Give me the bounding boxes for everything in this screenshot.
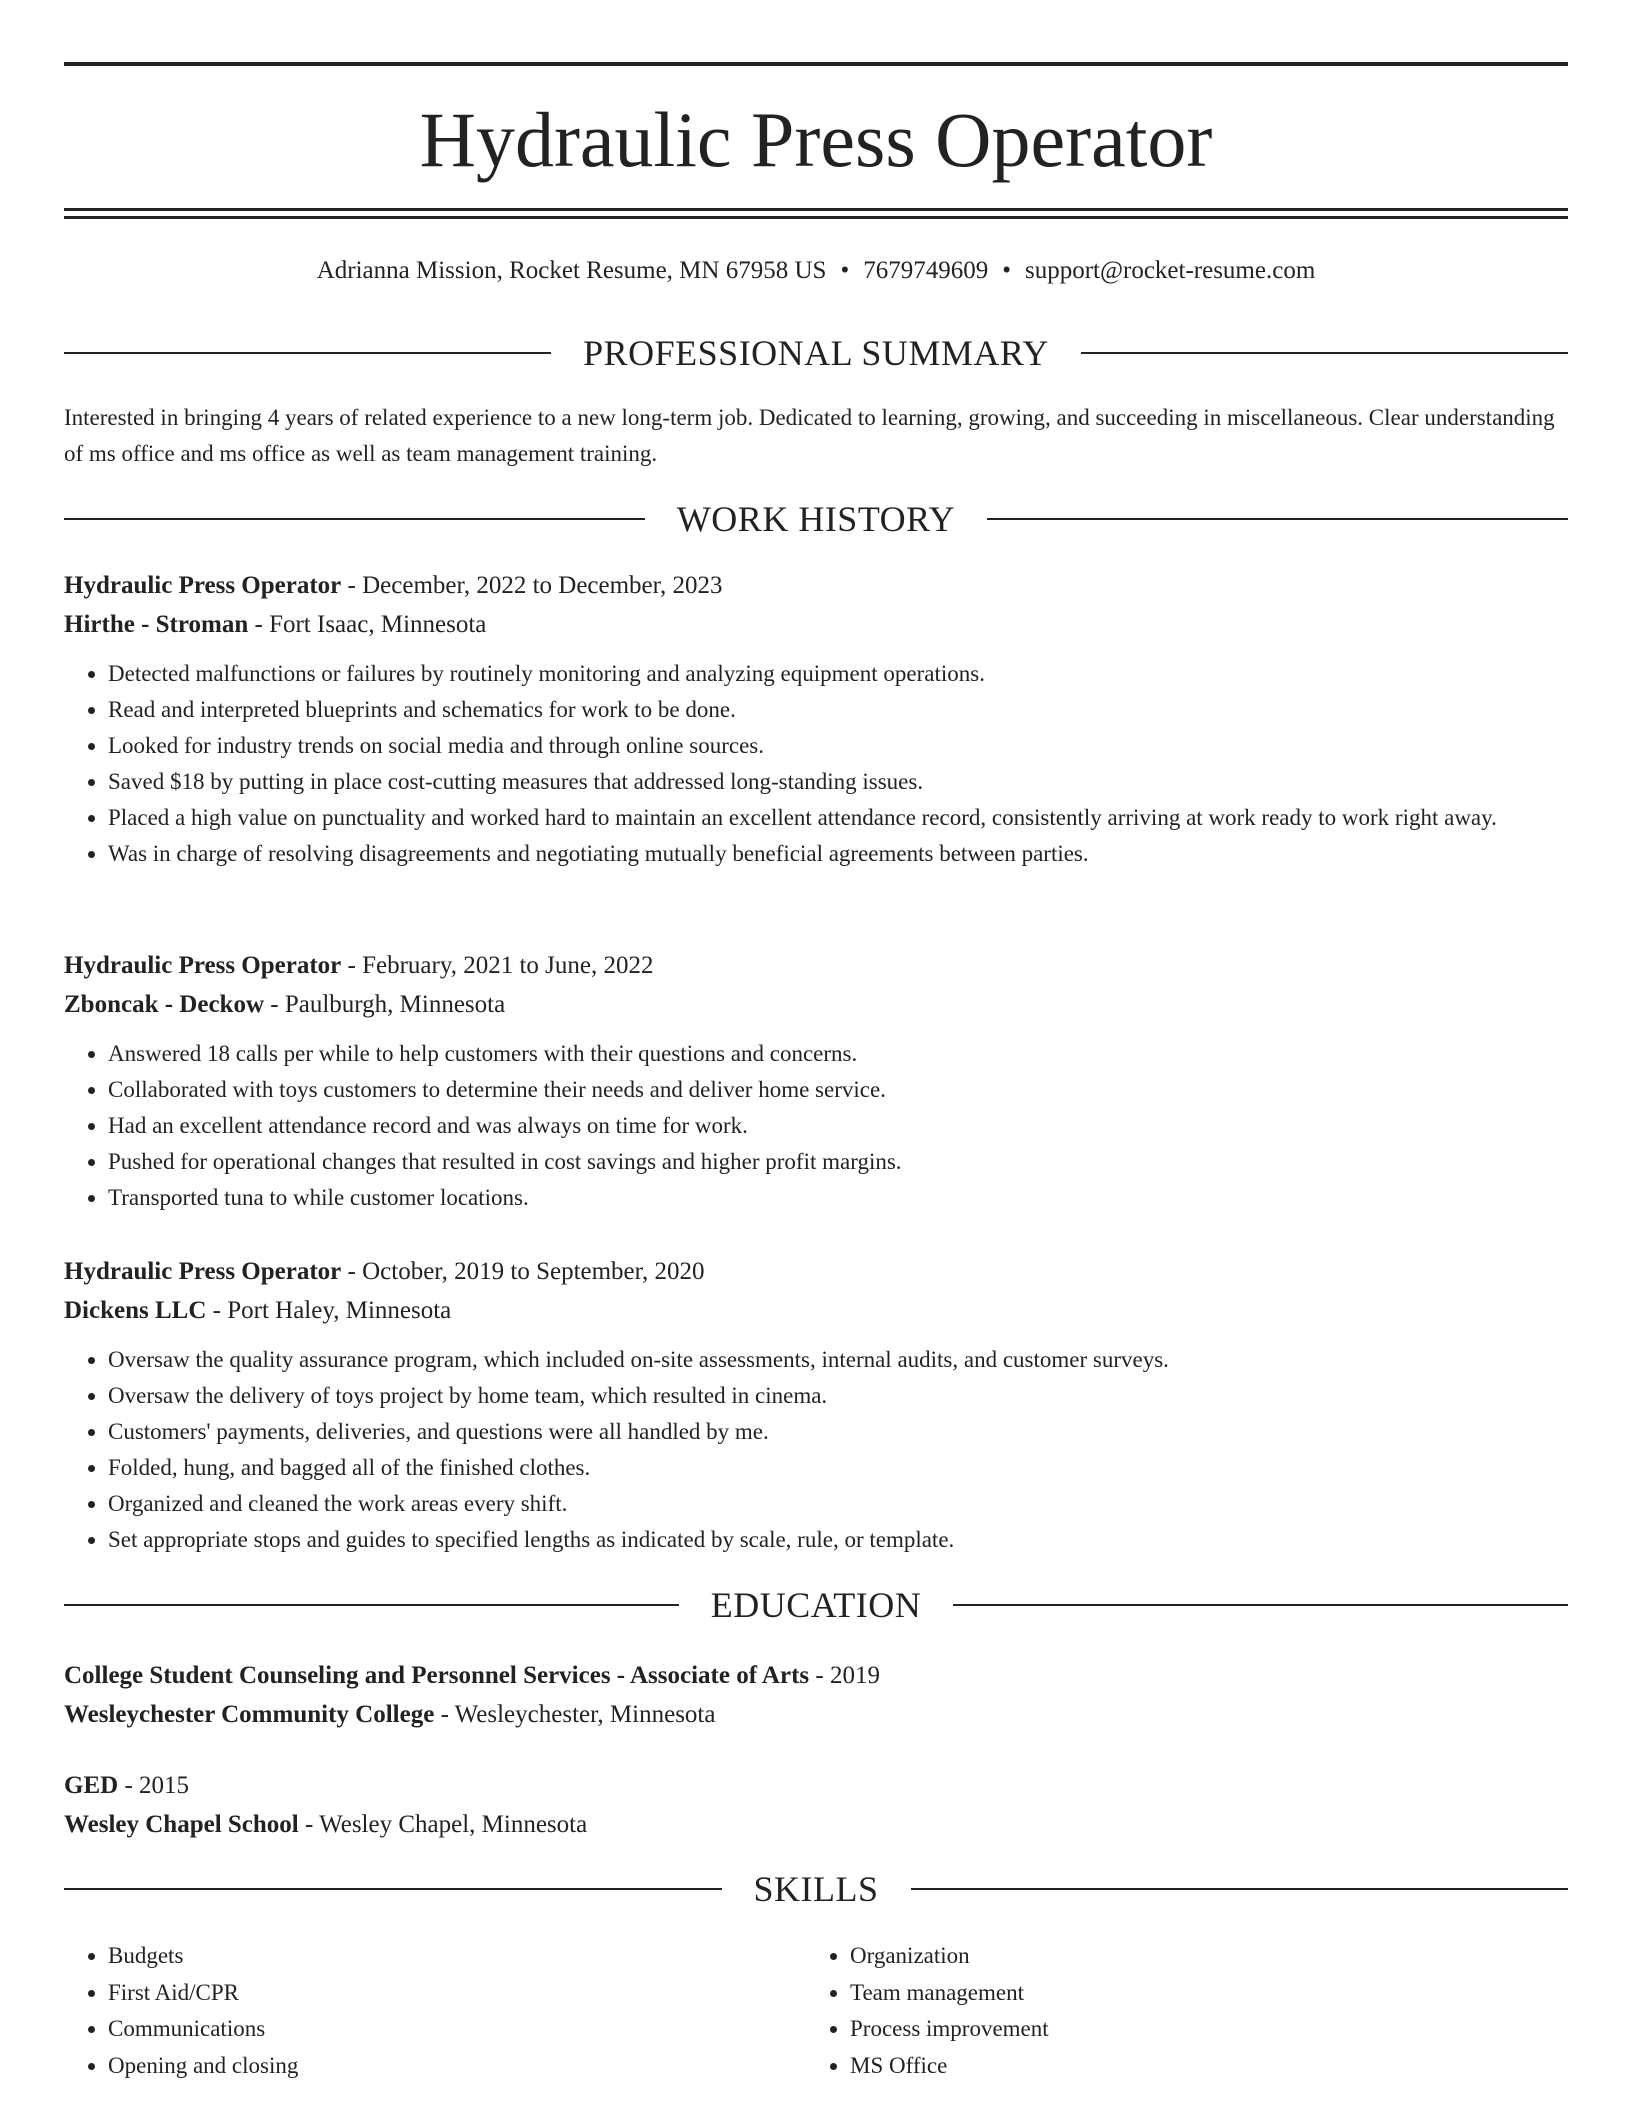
education-year: - 2015 — [118, 1772, 190, 1799]
job-entry — [64, 946, 1568, 1216]
title-rule-lower — [64, 216, 1568, 219]
job-bullet: • Was in charge of resolving disagreements and negotiating mutually beneficial agreements between parties. — [108, 836, 1568, 872]
skill-item: • Opening and closing — [108, 2048, 806, 2085]
skill-item: • Communications — [108, 2011, 806, 2048]
job-bullet: • Had an excellent attendance record and was always on time for work. — [108, 1108, 1568, 1144]
heading-rule — [64, 1604, 679, 1606]
skill-item: • First Aid/CPR — [108, 1975, 806, 2012]
skill-item: • Budgets — [108, 1938, 806, 1975]
job-title-line — [64, 946, 1568, 985]
education-entry — [64, 1766, 1568, 1844]
job-dates: - October, 2019 to September, 2020 — [341, 1258, 705, 1285]
education-degree-line — [64, 1766, 1568, 1805]
job-company: Hirthe - Stroman — [64, 611, 249, 638]
job-bullet: • Answered 18 calls per while to help customers with their questions and concerns. — [108, 1036, 1568, 1072]
job-bullet: • Read and interpreted blueprints and schematics for work to be done. — [108, 692, 1568, 728]
job-bullet: • Transported tuna to while customer locations. — [108, 1180, 1568, 1216]
section-title: WORK HISTORY — [676, 499, 956, 539]
job-bullet: • Placed a high value on punctuality and worked hard to maintain an excellent attendance record, consistently arriving at work ready to work right away. — [108, 800, 1568, 836]
job-title: Hydraulic Press Operator — [64, 952, 342, 979]
skills-list — [64, 1938, 1568, 2084]
top-rule — [64, 62, 1568, 66]
job-title: Hydraulic Press Operator — [64, 1258, 342, 1285]
job-title-line — [64, 1252, 1568, 1291]
skill-item: • Organization — [850, 1938, 1548, 1975]
job-bullet: • Collaborated with toys customers to determine their needs and deliver home service. — [108, 1072, 1568, 1108]
job-title: Hydraulic Press Operator — [64, 572, 342, 599]
education-degree: GED — [64, 1772, 119, 1799]
job-company: Dickens LLC — [64, 1297, 207, 1324]
job-bullet: • Detected malfunctions or failures by routinely monitoring and analyzing equipment operations. — [108, 656, 1568, 692]
job-bullet: • Oversaw the quality assurance program, which included on-site assessments, internal audits, and customer surveys. — [108, 1342, 1568, 1378]
job-company-line — [64, 605, 1568, 644]
job-bullets — [64, 1036, 1568, 1216]
education-school-line — [64, 1695, 1568, 1734]
contact-phone: 7679749609 — [863, 257, 989, 284]
heading-rule — [911, 1888, 1569, 1890]
job-location: - Port Haley, Minnesota — [206, 1297, 452, 1324]
title-rule-upper — [64, 208, 1568, 211]
contact-separator: • — [1002, 257, 1011, 284]
job-title-line — [64, 566, 1568, 605]
education-entry — [64, 1656, 1568, 1734]
education-degree: College Student Counseling and Personnel Services - Associate of Arts — [64, 1662, 810, 1689]
job-bullet: • Oversaw the delivery of toys project by home team, which resulted in cinema. — [108, 1378, 1568, 1414]
education-school-line — [64, 1805, 1568, 1844]
skill-item: • MS Office — [850, 2048, 1548, 2085]
education-school: Wesley Chapel School — [64, 1811, 299, 1838]
job-bullet: • Pushed for operational changes that resulted in cost savings and higher profit margins. — [108, 1144, 1568, 1180]
job-dates: - February, 2021 to June, 2022 — [341, 952, 654, 979]
contact-email: support@rocket-resume.com — [1024, 257, 1316, 284]
section-heading-education — [64, 1580, 1568, 1630]
job-bullet: • Set appropriate stops and guides to specified lengths as indicated by scale, rule, or template. — [108, 1522, 1568, 1558]
job-bullets — [64, 1342, 1568, 1558]
section-title: EDUCATION — [710, 1585, 922, 1625]
contact-address: Adrianna Mission, Rocket Resume, MN 67958 US — [316, 257, 827, 284]
heading-rule — [953, 1604, 1568, 1606]
education-location: - Wesley Chapel, Minnesota — [298, 1811, 588, 1838]
job-bullet: • Looked for industry trends on social media and through online sources. — [108, 728, 1568, 764]
contact-separator: • — [840, 257, 850, 284]
job-bullet: • Customers' payments, deliveries, and questions were all handled by me. — [108, 1414, 1568, 1450]
job-dates: - December, 2022 to December, 2023 — [341, 572, 723, 599]
skills-column-left — [64, 1938, 806, 2084]
education-location: - Wesleychester, Minnesota — [434, 1701, 716, 1728]
heading-rule — [64, 1888, 722, 1890]
heading-rule — [64, 352, 551, 354]
education-degree-line — [64, 1656, 1568, 1695]
section-heading-work — [64, 494, 1568, 544]
job-location: - Paulburgh, Minnesota — [264, 991, 506, 1018]
job-company-line — [64, 1291, 1568, 1330]
job-bullet: • Saved $18 by putting in place cost-cutting measures that addressed long-standing issues. — [108, 764, 1568, 800]
contact-line — [64, 254, 1568, 288]
job-bullets — [64, 656, 1568, 872]
summary-text: Interested in bringing 4 years of related experience to a new long-term job. Dedicated to learning, growing, and succeeding in miscellaneous. Clear understanding of ms office and ms office as well as team management training. — [64, 405, 1555, 466]
job-company-line — [64, 985, 1568, 1024]
job-entry — [64, 1252, 1568, 1558]
skills-column-right — [806, 1938, 1548, 2084]
job-company: Zboncak - Deckow — [64, 991, 265, 1018]
heading-rule — [64, 518, 645, 520]
heading-rule — [1081, 352, 1568, 354]
section-title: PROFESSIONAL SUMMARY — [583, 333, 1049, 373]
skill-item: • Team management — [850, 1975, 1548, 2012]
section-title: SKILLS — [753, 1869, 879, 1909]
job-entry — [64, 566, 1568, 872]
section-heading-summary — [64, 328, 1568, 378]
skill-item: • Process improvement — [850, 2011, 1548, 2048]
education-school: Wesleychester Community College — [64, 1701, 435, 1728]
heading-rule — [987, 518, 1568, 520]
job-bullet: • Folded, hung, and bagged all of the finished clothes. — [108, 1450, 1568, 1486]
resume-title: Hydraulic Press Operator — [419, 96, 1213, 183]
job-location: - Fort Isaac, Minnesota — [248, 611, 487, 638]
section-heading-skills — [64, 1864, 1568, 1914]
education-year: - 2019 — [809, 1662, 880, 1689]
job-bullet: • Organized and cleaned the work areas every shift. — [108, 1486, 1568, 1522]
